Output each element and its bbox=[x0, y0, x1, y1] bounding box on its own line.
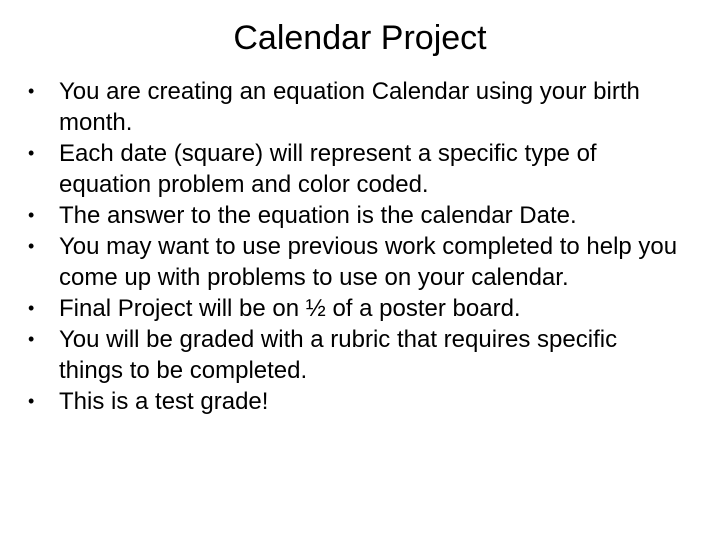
bullet-text: Each date (square) will represent a specific type of equation problem and color coded. bbox=[59, 140, 597, 198]
bullet-icon: • bbox=[28, 391, 35, 411]
bullet-list bbox=[24, 76, 684, 417]
bullet-item bbox=[24, 386, 684, 417]
slide-title: Calendar Project bbox=[233, 19, 487, 57]
bullet-text: This is a test grade! bbox=[59, 388, 269, 415]
bullet-item bbox=[24, 76, 684, 138]
bullet-item bbox=[24, 231, 684, 293]
bullet-text: You are creating an equation Calendar using your birth month. bbox=[59, 78, 640, 136]
bullet-icon: • bbox=[28, 81, 35, 101]
bullet-text: The answer to the equation is the calendar Date. bbox=[59, 202, 577, 229]
bullet-icon: • bbox=[28, 329, 35, 349]
bullet-icon: • bbox=[28, 143, 35, 163]
bullet-text: You will be graded with a rubric that requires specific things to be completed. bbox=[59, 326, 618, 384]
bullet-item bbox=[24, 138, 684, 200]
bullet-icon: • bbox=[28, 298, 35, 318]
bullet-text: You may want to use previous work completed to help you come up with problems to use on your calendar. bbox=[59, 233, 678, 291]
bullet-item bbox=[24, 324, 684, 386]
bullet-item bbox=[24, 293, 684, 324]
bullet-text: Final Project will be on ½ of a poster board. bbox=[59, 295, 521, 322]
bullet-item bbox=[24, 200, 684, 231]
bullet-icon: • bbox=[28, 236, 35, 256]
bullet-icon: • bbox=[28, 205, 35, 225]
